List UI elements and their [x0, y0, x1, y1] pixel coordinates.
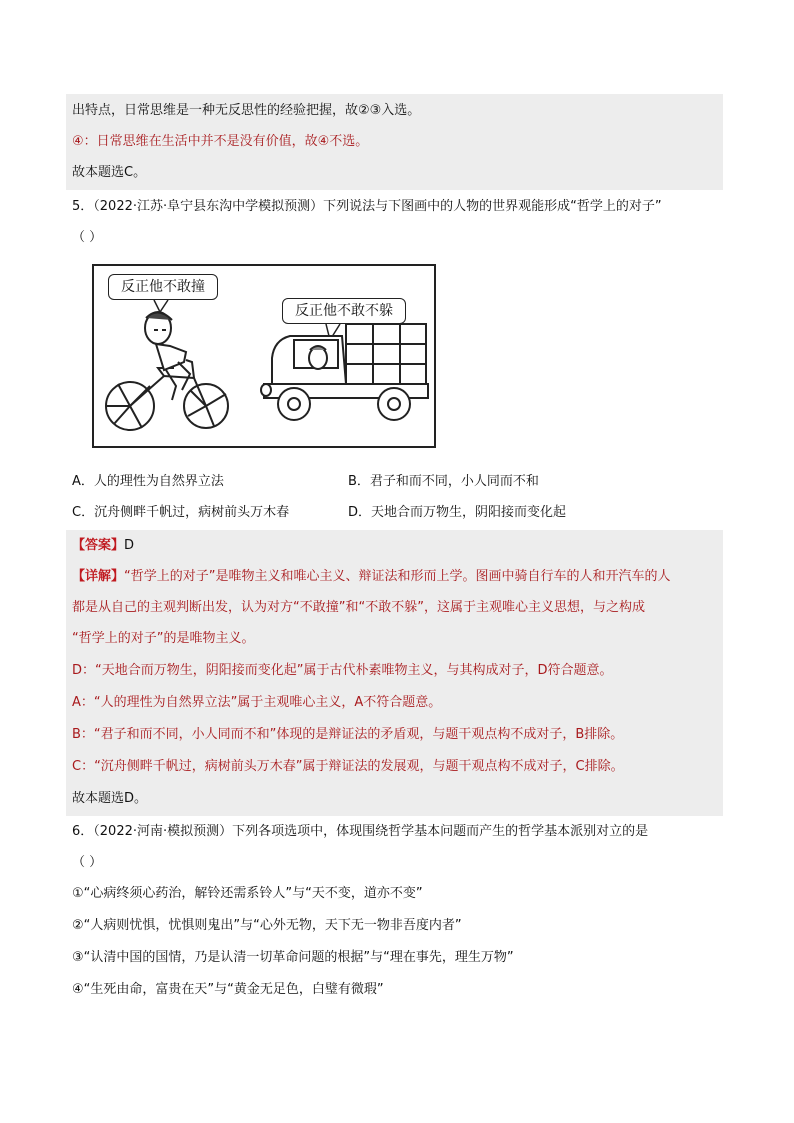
speech-bubble-driver: 反正他不敢不躲 — [282, 298, 406, 324]
speech-bubble-cyclist: 反正他不敢撞 — [108, 274, 218, 300]
q5-detail-line: B：“君子和而不同，小人同而不和”体现的是辩证法的矛盾观，与题干观点构不成对子，B排除。 — [72, 727, 624, 742]
q6-answer-blank: （ ） — [72, 855, 103, 870]
q4-explanation-line: 出特点，日常思维是一种无反思性的经验把握，故②③入选。 — [72, 103, 421, 118]
q5-choice-a: A．人的理性为自然界立法 — [72, 474, 224, 489]
q5-detail-line: C：“沉舟侧畔千帆过，病树前头万木春”属于辩证法的发展观，与题干观点构不成对子，C排除。 — [72, 759, 624, 774]
cyclist-drawing — [106, 312, 228, 430]
answer-value: D — [124, 538, 135, 553]
q5-conclusion: 故本题选D。 — [72, 791, 148, 806]
q6-item: ①“心病终须心药治，解铃还需系铃人”与“天不变，道亦不变” — [72, 886, 423, 901]
q6-item: ②“人病则忧惧，忧惧则鬼出”与“心外无物，天下无一物非吾度内者” — [72, 918, 462, 933]
q6-item: ④“生死由命，富贵在天”与“黄金无足色，白璧有微瑕” — [72, 982, 384, 997]
q5-choice-d: D．天地合而万物生，阴阳接而变化起 — [348, 505, 567, 520]
q6-stem: 6．（2022·河南·模拟预测）下列各项选项中，体现围绕哲学基本问题而产生的哲学基本派别对立的是 — [72, 824, 649, 839]
q4-conclusion: 故本题选C。 — [72, 165, 147, 180]
q5-answer-blank: （ ） — [72, 230, 103, 245]
q5-detail-line: “哲学上的对子”的是唯物主义。 — [72, 631, 255, 646]
cartoon-drawing — [94, 266, 434, 446]
q5-choice-b: B．君子和而不同，小人同而不和 — [348, 474, 539, 489]
q5-stem: 5．（2022·江苏·阜宁县东沟中学模拟预测）下列说法与下图画中的人物的世界观能形成“哲学上的对子” — [72, 199, 662, 214]
q5-detail-line: A：“人的理性为自然界立法”属于主观唯心主义，A不符合题意。 — [72, 695, 442, 710]
q5-detail-line: D：“天地合而万物生，阴阳接而变化起”属于古代朴素唯物主义，与其构成对子，D符合题意。 — [72, 663, 613, 678]
q5-choice-c: C．沉舟侧畔千帆过，病树前头万木春 — [72, 505, 290, 520]
q6-item: ③“认清中国的国情，乃是认清一切革命问题的根据”与“理在事先，理生万物” — [72, 950, 514, 965]
q4-explanation-line: ④：日常思维在生活中并不是没有价值，故④不选。 — [72, 134, 369, 149]
answer-tag: 【答案】 — [72, 538, 125, 553]
detail-tag: 【详解】 — [72, 569, 125, 584]
detail-text: “哲学上的对子”是唯物主义和唯心主义、辩证法和形而上学。图画中骑自行车的人和开汽车的人 — [124, 569, 671, 584]
q5-cartoon-figure — [92, 264, 436, 448]
q5-answer — [72, 536, 134, 556]
q5-detail-line — [72, 567, 671, 587]
q5-detail-line: 都是从自己的主观判断出发，认为对方“不敢撞”和“不敢不躲”，这属于主观唯心主义思想，与之构成 — [72, 600, 645, 615]
truck-drawing — [261, 324, 428, 420]
